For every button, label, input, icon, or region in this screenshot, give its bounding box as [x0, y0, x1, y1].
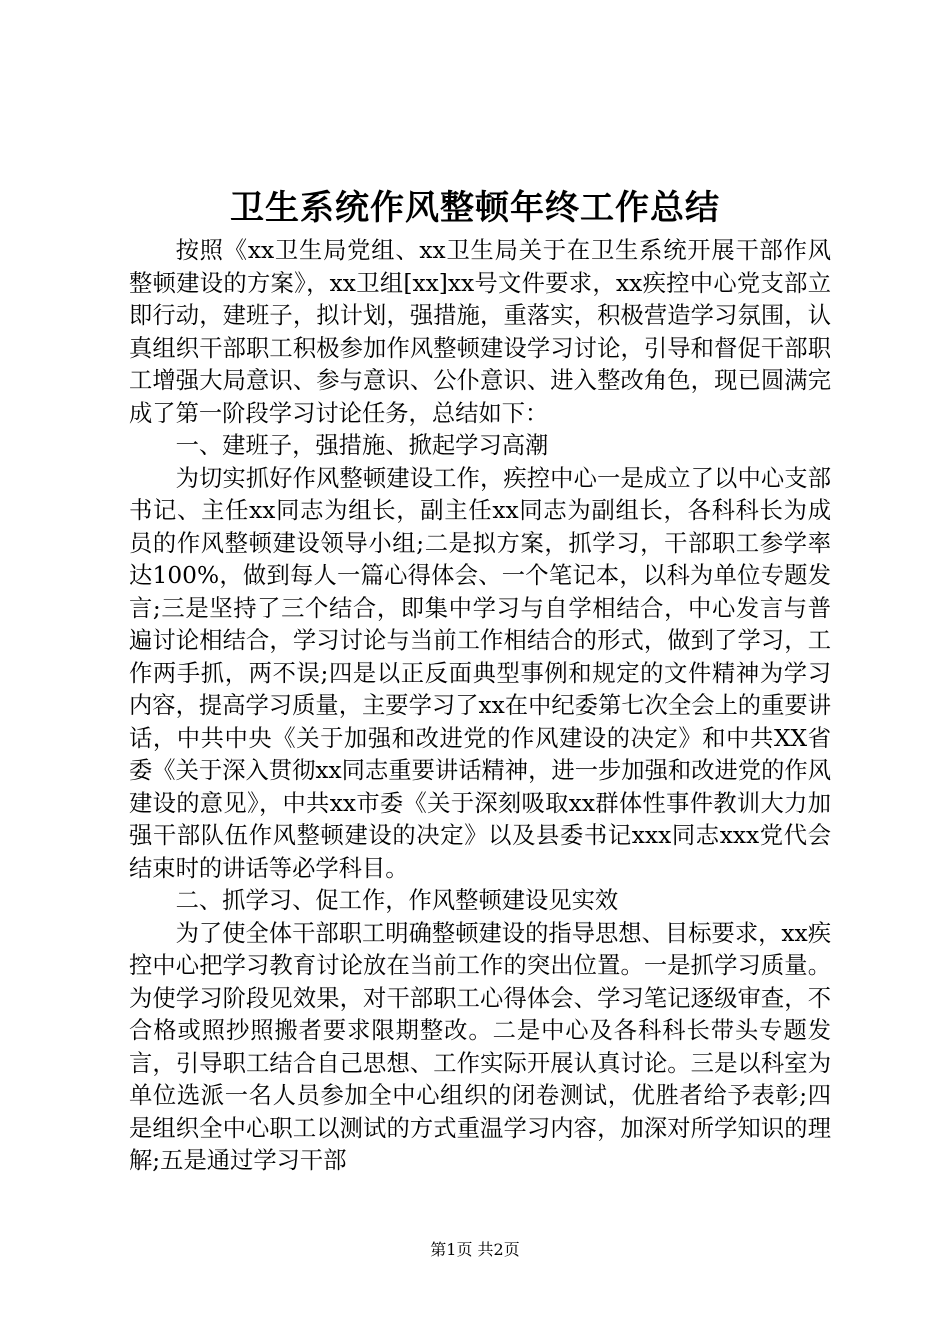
section-heading-1: 一、建班子，强措施、掀起学习高潮	[175, 432, 549, 459]
section-2-paragraph: 为了使全体干部职工明确整顿建设的指导思想、目标要求，xx疾控中心把学习教育讨论放在当前工作的突出位置。一是抓学习质量。为使学习阶段见效果，对干部职工心得体会、学习笔记逐级审查，不合格或照抄照搬者要求限期整改。二是中心及各科科长带头专题发言，引导职工结合自己思想、工作实际开展认真讨论。三是以科室为单位选派一名人员参加全中心组织的闭卷测试，优胜者给予表彰;四是组织全中心职工以测试的方式重温学习内容，加深对所学知识的理解;五是通过学习干部	[129, 919, 831, 1174]
document-body	[129, 235, 831, 1178]
section-heading-2: 二、抓学习、促工作，作风整顿建设见实效	[175, 887, 619, 914]
section-1-paragraph: 为切实抓好作风整顿建设工作，疾控中心一是成立了以中心支部书记、主任xx同志为组长，副主任xx同志为副组长，各科科长为成员的作风整顿建设领导小组;二是拟方案，抓学习，干部职工参学率达100%，做到每人一篇心得体会、一个笔记本，以科为单位专题发言;三是坚持了三个结合，即集中学习与自学相结合，中心发言与普遍讨论相结合，学习讨论与当前工作相结合的形式，做到了学习，工作两手抓，两不误;四是以正反面典型事例和规定的文件精神为学习内容，提高学习质量，主要学习了xx在中纪委第七次全会上的重要讲话，中共中央《关于加强和改进党的作风建设的决定》和中共XX省委《关于深入贯彻xx同志重要讲话精神，进一步加强和改进党的作风建设的意见》，中共xx市委《关于深刻吸取xx群体性事件教训大力加强干部队伍作风整顿建设的决定》以及县委书记xxx同志xxx党代会结束时的讲话等必学科目。	[129, 464, 831, 882]
page-number-footer: 第1页 共2页	[430, 1240, 520, 1259]
intro-paragraph: 按照《xx卫生局党组、xx卫生局关于在卫生系统开展干部作风整顿建设的方案》，xx卫组[xx]xx号文件要求，xx疾控中心党支部立即行动，建班子，拟计划，强措施，重落实，积极营造学习氛围，认真组织干部职工积极参加作风整顿建设学习讨论，引导和督促干部职工增强大局意识、参与意识、公仆意识、进入整改角色，现已圆满完成了第一阶段学习讨论任务，总结如下：	[129, 237, 831, 427]
document-title: 卫生系统作风整顿年终工作总结	[230, 188, 720, 228]
